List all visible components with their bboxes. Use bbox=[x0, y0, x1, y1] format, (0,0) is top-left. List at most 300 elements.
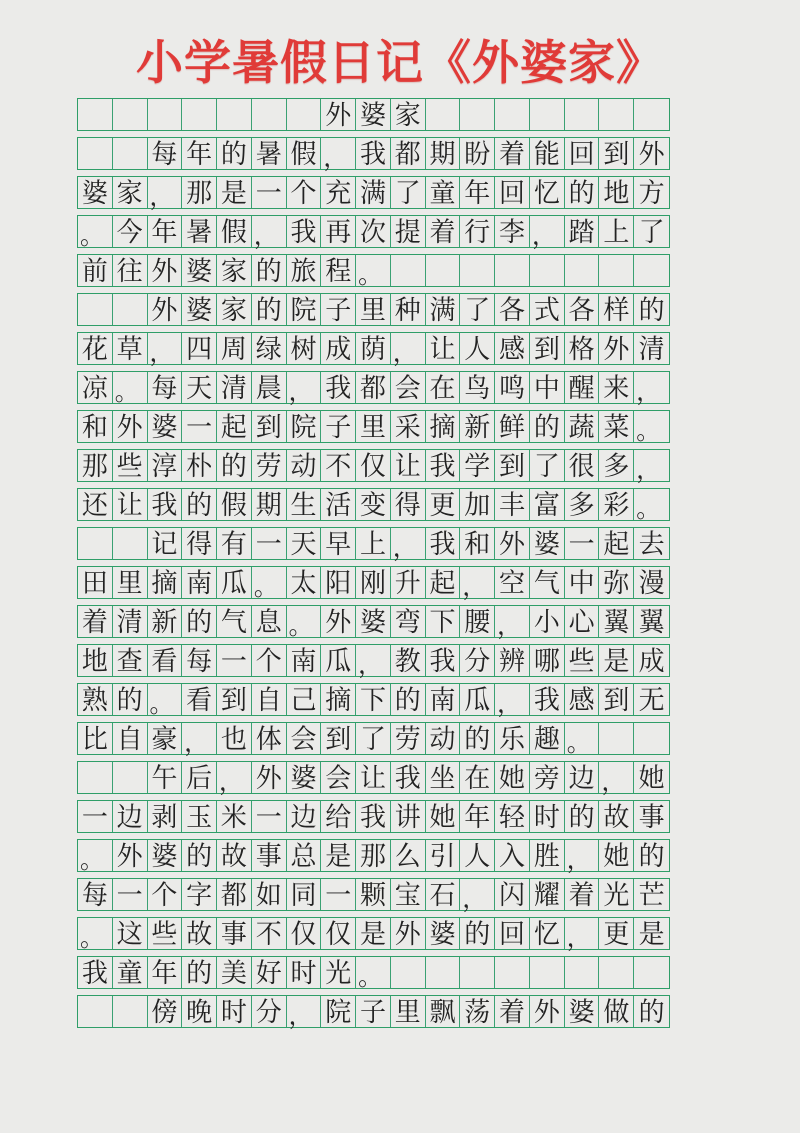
grid-cell bbox=[113, 684, 148, 715]
grid-cell bbox=[391, 411, 426, 442]
grid-row bbox=[77, 644, 670, 680]
handwritten-char: 乐 bbox=[499, 723, 526, 754]
grid-cell bbox=[287, 879, 322, 910]
grid-cell bbox=[78, 918, 113, 953]
grid-cell bbox=[495, 411, 530, 442]
handwritten-char: 凉 bbox=[81, 372, 108, 403]
grid-cell bbox=[321, 918, 356, 949]
grid-cell bbox=[391, 99, 426, 130]
grid-cell bbox=[217, 372, 252, 403]
handwritten-char: 一 bbox=[325, 879, 352, 910]
grid-cell bbox=[356, 294, 391, 325]
handwritten-char: 个 bbox=[255, 645, 282, 676]
grid-cell bbox=[599, 177, 634, 208]
grid-cell bbox=[217, 684, 252, 715]
handwritten-char: 翼 bbox=[603, 606, 630, 637]
handwritten-char: 的 bbox=[186, 489, 213, 520]
handwritten-char: 让 bbox=[116, 489, 143, 520]
grid-cell bbox=[252, 177, 287, 208]
grid-cell bbox=[217, 645, 252, 676]
grid-cell bbox=[252, 996, 287, 1027]
grid-cell bbox=[113, 918, 148, 949]
handwritten-char: 那 bbox=[359, 840, 386, 871]
grid-cell bbox=[252, 372, 287, 403]
grid-cell bbox=[113, 567, 148, 598]
grid-cell bbox=[530, 684, 565, 715]
handwritten-char: 如 bbox=[255, 879, 282, 910]
grid-cell bbox=[113, 99, 148, 130]
grid-cell bbox=[148, 177, 183, 212]
handwritten-char: 格 bbox=[568, 333, 595, 364]
handwritten-char: 清 bbox=[116, 606, 143, 637]
handwritten-char: 的 bbox=[394, 684, 421, 715]
grid-cell bbox=[252, 957, 287, 988]
handwritten-char: 故 bbox=[603, 801, 630, 832]
handwritten-char: 胜 bbox=[533, 840, 560, 871]
handwritten-char: 的 bbox=[568, 801, 595, 832]
grid-cell bbox=[113, 606, 148, 637]
grid-cell bbox=[599, 567, 634, 598]
grid-cell bbox=[148, 567, 183, 598]
grid-cell bbox=[217, 177, 252, 208]
handwritten-char: 不 bbox=[255, 918, 282, 949]
handwritten-char: 到 bbox=[325, 723, 352, 754]
handwritten-char: 婆 bbox=[290, 762, 317, 793]
handwritten-char: 充 bbox=[325, 177, 352, 208]
handwritten-char: 的 bbox=[220, 138, 247, 169]
grid-cell bbox=[113, 762, 148, 793]
grid-cell bbox=[460, 99, 495, 130]
grid-cell bbox=[287, 177, 322, 208]
grid-row bbox=[77, 761, 670, 797]
grid-cell bbox=[565, 294, 600, 325]
grid-cell bbox=[460, 645, 495, 676]
handwritten-char: 比 bbox=[81, 723, 108, 754]
grid-row bbox=[77, 878, 670, 914]
grid-cell bbox=[530, 840, 565, 871]
grid-cell bbox=[287, 216, 322, 247]
handwritten-char: 回 bbox=[568, 138, 595, 169]
grid-row bbox=[77, 683, 670, 719]
handwritten-char: 的 bbox=[533, 411, 560, 442]
handwritten-char: 个 bbox=[290, 177, 317, 208]
handwritten-char: 的 bbox=[568, 177, 595, 208]
handwritten-char: 。 bbox=[149, 690, 174, 719]
handwritten-char: 。 bbox=[358, 261, 383, 290]
handwritten-char: 婆 bbox=[429, 918, 456, 949]
handwritten-char: 生 bbox=[290, 489, 317, 520]
grid-cell bbox=[599, 294, 634, 325]
handwritten-char: 外 bbox=[116, 840, 143, 871]
grid-cell bbox=[460, 840, 495, 871]
grid-cell bbox=[599, 801, 634, 832]
handwritten-char: 得 bbox=[394, 489, 421, 520]
handwritten-char: 下 bbox=[359, 684, 386, 715]
handwritten-char: 故 bbox=[186, 918, 213, 949]
grid-cell bbox=[530, 996, 565, 1027]
handwritten-char: 事 bbox=[220, 918, 247, 949]
grid-cell bbox=[565, 99, 600, 130]
grid-cell bbox=[391, 450, 426, 481]
grid-row bbox=[77, 371, 670, 407]
grid-cell bbox=[78, 255, 113, 286]
grid-cell bbox=[565, 450, 600, 481]
grid-cell bbox=[530, 567, 565, 598]
handwritten-char: 米 bbox=[220, 801, 247, 832]
grid-cell bbox=[113, 177, 148, 208]
handwritten-char: 了 bbox=[638, 216, 665, 247]
handwritten-char: 仅 bbox=[290, 918, 317, 949]
grid-cell bbox=[321, 801, 356, 832]
handwritten-char: 和 bbox=[464, 528, 491, 559]
handwritten-char: 朴 bbox=[186, 450, 213, 481]
handwritten-char: ， bbox=[323, 144, 348, 173]
handwritten-char: 一 bbox=[255, 177, 282, 208]
handwritten-char: 着 bbox=[81, 606, 108, 637]
handwritten-char: 中 bbox=[568, 567, 595, 598]
grid-cell bbox=[287, 528, 322, 559]
grid-cell bbox=[148, 333, 183, 368]
handwritten-char: 外 bbox=[499, 528, 526, 559]
grid-cell bbox=[356, 723, 391, 754]
handwritten-char: 来 bbox=[603, 372, 630, 403]
grid-cell bbox=[287, 138, 322, 169]
handwritten-char: 多 bbox=[568, 489, 595, 520]
grid-cell bbox=[426, 567, 461, 598]
grid-cell bbox=[78, 177, 113, 208]
handwritten-char: 能 bbox=[533, 138, 560, 169]
grid-cell bbox=[252, 918, 287, 949]
grid-cell bbox=[113, 216, 148, 247]
grid-cell bbox=[565, 606, 600, 637]
grid-cell bbox=[252, 216, 287, 251]
grid-cell bbox=[78, 762, 113, 793]
handwritten-char: 的 bbox=[464, 918, 491, 949]
handwritten-char: ， bbox=[531, 222, 556, 251]
grid-cell bbox=[426, 333, 461, 364]
handwritten-char: 我 bbox=[394, 762, 421, 793]
grid-cell bbox=[634, 645, 669, 676]
handwritten-char: 着 bbox=[568, 879, 595, 910]
handwritten-char: 的 bbox=[116, 684, 143, 715]
handwritten-char: 很 bbox=[568, 450, 595, 481]
handwritten-char: 的 bbox=[638, 294, 665, 325]
handwritten-char: 回 bbox=[499, 918, 526, 949]
grid-cell bbox=[356, 411, 391, 442]
handwritten-char: 美 bbox=[220, 957, 247, 988]
handwritten-char: 的 bbox=[255, 255, 282, 286]
grid-cell bbox=[182, 333, 217, 364]
grid-cell bbox=[287, 645, 322, 676]
grid-cell bbox=[148, 255, 183, 286]
grid-cell bbox=[530, 489, 565, 520]
handwritten-char: 着 bbox=[499, 138, 526, 169]
grid-cell bbox=[148, 645, 183, 676]
grid-row bbox=[77, 605, 670, 641]
handwritten-char: 讲 bbox=[394, 801, 421, 832]
grid-cell bbox=[321, 411, 356, 442]
handwritten-char: 分 bbox=[464, 645, 491, 676]
grid-cell bbox=[426, 99, 461, 130]
grid-cell bbox=[182, 762, 217, 793]
grid-cell bbox=[599, 996, 634, 1027]
handwritten-char: 瓜 bbox=[220, 567, 247, 598]
handwritten-char: 感 bbox=[499, 333, 526, 364]
grid-cell bbox=[113, 840, 148, 871]
grid-cell bbox=[460, 255, 495, 286]
grid-cell bbox=[321, 840, 356, 871]
handwritten-char: 外 bbox=[116, 411, 143, 442]
grid-cell bbox=[78, 489, 113, 520]
grid-cell bbox=[182, 996, 217, 1027]
grid-cell bbox=[391, 216, 426, 247]
grid-cell bbox=[599, 684, 634, 715]
grid-cell bbox=[391, 333, 426, 368]
grid-cell bbox=[252, 411, 287, 442]
grid-cell bbox=[426, 684, 461, 715]
grid-cell bbox=[530, 801, 565, 832]
grid-cell bbox=[530, 255, 565, 286]
handwritten-char: 下 bbox=[429, 606, 456, 637]
handwritten-char: 升 bbox=[394, 567, 421, 598]
handwritten-char: 气 bbox=[533, 567, 560, 598]
handwritten-char: 。 bbox=[636, 495, 661, 524]
grid-cell bbox=[182, 918, 217, 949]
handwritten-char: 一 bbox=[186, 411, 213, 442]
handwritten-char: 的 bbox=[186, 840, 213, 871]
grid-cell bbox=[321, 645, 356, 676]
handwritten-char: 看 bbox=[186, 684, 213, 715]
grid-cell bbox=[252, 840, 287, 871]
handwritten-char: 样 bbox=[603, 294, 630, 325]
grid-cell bbox=[356, 528, 391, 559]
grid-cell bbox=[426, 645, 461, 676]
grid-cell bbox=[460, 411, 495, 442]
grid-cell bbox=[217, 294, 252, 325]
handwritten-char: ， bbox=[566, 846, 591, 875]
grid-cell bbox=[495, 918, 530, 949]
grid-cell bbox=[391, 606, 426, 637]
grid-cell bbox=[530, 99, 565, 130]
handwritten-char: 的 bbox=[186, 957, 213, 988]
handwritten-char: 起 bbox=[603, 528, 630, 559]
grid-cell bbox=[391, 138, 426, 169]
grid-cell bbox=[113, 138, 148, 169]
handwritten-char: 醒 bbox=[568, 372, 595, 403]
grid-cell bbox=[634, 801, 669, 832]
grid-cell bbox=[78, 645, 113, 676]
handwritten-char: 腰 bbox=[464, 606, 491, 637]
handwritten-char: 边 bbox=[290, 801, 317, 832]
handwritten-char: 我 bbox=[81, 957, 108, 988]
grid-cell bbox=[217, 411, 252, 442]
grid-cell bbox=[182, 411, 217, 442]
handwritten-char: 活 bbox=[325, 489, 352, 520]
grid-cell bbox=[287, 255, 322, 286]
grid-cell bbox=[356, 645, 391, 680]
handwritten-char: 己 bbox=[290, 684, 317, 715]
handwritten-char: 些 bbox=[116, 450, 143, 481]
grid-cell bbox=[634, 918, 669, 949]
grid-cell bbox=[565, 918, 600, 953]
grid-cell bbox=[426, 177, 461, 208]
handwritten-char: 了 bbox=[394, 177, 421, 208]
handwritten-char: 体 bbox=[255, 723, 282, 754]
grid-cell bbox=[495, 255, 530, 286]
grid-cell bbox=[321, 255, 356, 286]
handwritten-char: 也 bbox=[220, 723, 247, 754]
grid-cell bbox=[460, 606, 495, 637]
grid-cell bbox=[634, 255, 669, 286]
handwritten-char: 上 bbox=[359, 528, 386, 559]
grid-cell bbox=[113, 996, 148, 1027]
grid-cell bbox=[252, 567, 287, 602]
handwritten-char: 石 bbox=[429, 879, 456, 910]
grid-cell bbox=[530, 177, 565, 208]
handwritten-char: 外 bbox=[325, 99, 352, 130]
handwritten-char: 学 bbox=[464, 450, 491, 481]
handwritten-char: ， bbox=[462, 885, 487, 914]
handwritten-char: 一 bbox=[116, 879, 143, 910]
grid-cell bbox=[634, 762, 669, 793]
handwritten-char: 周 bbox=[220, 333, 247, 364]
grid-cell bbox=[182, 528, 217, 559]
grid-cell bbox=[321, 177, 356, 208]
grid-cell bbox=[287, 801, 322, 832]
handwritten-char: 假 bbox=[220, 216, 247, 247]
grid-cell bbox=[495, 216, 530, 247]
grid-cell bbox=[182, 567, 217, 598]
handwritten-char: 暑 bbox=[255, 138, 282, 169]
handwritten-char: 我 bbox=[325, 372, 352, 403]
grid-cell bbox=[217, 840, 252, 871]
handwritten-char: 心 bbox=[568, 606, 595, 637]
handwritten-char: 还 bbox=[81, 489, 108, 520]
grid-cell bbox=[599, 216, 634, 247]
grid-cell bbox=[634, 723, 669, 754]
grid-cell bbox=[217, 879, 252, 910]
handwritten-char: 会 bbox=[394, 372, 421, 403]
handwritten-char: ， bbox=[149, 339, 174, 368]
grid-cell bbox=[634, 957, 669, 988]
handwritten-char: 行 bbox=[464, 216, 491, 247]
grid-cell bbox=[252, 138, 287, 169]
grid-cell bbox=[565, 879, 600, 910]
grid-row bbox=[77, 839, 670, 875]
handwritten-char: 些 bbox=[568, 645, 595, 676]
handwritten-char: 清 bbox=[220, 372, 247, 403]
grid-cell bbox=[287, 762, 322, 793]
handwritten-char: 得 bbox=[186, 528, 213, 559]
handwritten-char: 剥 bbox=[151, 801, 178, 832]
grid-cell bbox=[321, 450, 356, 481]
grid-row bbox=[77, 293, 670, 326]
handwritten-char: 。 bbox=[80, 222, 104, 251]
grid-cell bbox=[287, 723, 322, 754]
grid-cell bbox=[634, 567, 669, 598]
handwritten-char: 摘 bbox=[429, 411, 456, 442]
grid-cell bbox=[78, 684, 113, 715]
handwritten-char: ， bbox=[253, 222, 278, 251]
grid-cell bbox=[217, 255, 252, 286]
handwritten-char: ， bbox=[219, 768, 244, 797]
grid-cell bbox=[287, 333, 322, 364]
grid-cell bbox=[321, 99, 356, 130]
handwritten-char: 哪 bbox=[533, 645, 560, 676]
handwritten-char: 婆 bbox=[151, 411, 178, 442]
grid-cell bbox=[495, 489, 530, 520]
grid-cell bbox=[426, 489, 461, 520]
grid-cell bbox=[391, 567, 426, 598]
handwritten-char: 草 bbox=[116, 333, 143, 364]
grid-cell bbox=[426, 762, 461, 793]
handwritten-char: 给 bbox=[325, 801, 352, 832]
handwritten-char: 分 bbox=[255, 996, 282, 1027]
grid-cell bbox=[148, 801, 183, 832]
grid-cell bbox=[426, 294, 461, 325]
grid-cell bbox=[565, 801, 600, 832]
handwritten-char: 着 bbox=[499, 996, 526, 1027]
grid-cell bbox=[391, 645, 426, 676]
handwritten-char: 婆 bbox=[186, 255, 213, 286]
handwritten-char: 故 bbox=[220, 840, 247, 871]
handwritten-char: 子 bbox=[325, 294, 352, 325]
grid-cell bbox=[287, 918, 322, 949]
handwritten-char: 婆 bbox=[359, 99, 386, 130]
handwritten-char: 一 bbox=[255, 528, 282, 559]
handwritten-char: 新 bbox=[464, 411, 491, 442]
grid-cell bbox=[460, 177, 495, 208]
grid-cell bbox=[217, 216, 252, 247]
handwritten-char: 子 bbox=[325, 411, 352, 442]
handwritten-char: 是 bbox=[638, 918, 665, 949]
grid-cell bbox=[634, 606, 669, 637]
grid-cell bbox=[78, 879, 113, 910]
grid-cell bbox=[495, 450, 530, 481]
grid-cell bbox=[182, 879, 217, 910]
grid-cell bbox=[426, 840, 461, 871]
handwritten-char: 家 bbox=[220, 294, 247, 325]
handwritten-char: 地 bbox=[603, 177, 630, 208]
grid-cell bbox=[217, 801, 252, 832]
grid-cell bbox=[78, 606, 113, 637]
grid-row bbox=[77, 176, 670, 212]
handwritten-char: 各 bbox=[568, 294, 595, 325]
handwritten-char: 清 bbox=[638, 333, 665, 364]
handwritten-char: 里 bbox=[359, 411, 386, 442]
grid-cell bbox=[148, 99, 183, 130]
grid-cell bbox=[113, 489, 148, 520]
handwritten-char: 宝 bbox=[394, 879, 421, 910]
handwritten-char: 外 bbox=[151, 294, 178, 325]
grid-cell bbox=[356, 255, 391, 290]
grid-row bbox=[77, 488, 670, 524]
handwritten-char: 是 bbox=[220, 177, 247, 208]
grid-cell bbox=[252, 879, 287, 910]
grid-cell bbox=[217, 99, 252, 130]
handwritten-char: 年 bbox=[151, 957, 178, 988]
grid-cell bbox=[634, 840, 669, 871]
grid-cell bbox=[252, 333, 287, 364]
handwritten-char: 时 bbox=[290, 957, 317, 988]
grid-cell bbox=[599, 606, 634, 637]
grid-cell bbox=[252, 99, 287, 130]
handwritten-char: 趣 bbox=[533, 723, 560, 754]
handwritten-char: 无 bbox=[638, 684, 665, 715]
handwritten-char: 些 bbox=[151, 918, 178, 949]
handwritten-char: 那 bbox=[81, 450, 108, 481]
handwritten-char: 盼 bbox=[464, 138, 491, 169]
